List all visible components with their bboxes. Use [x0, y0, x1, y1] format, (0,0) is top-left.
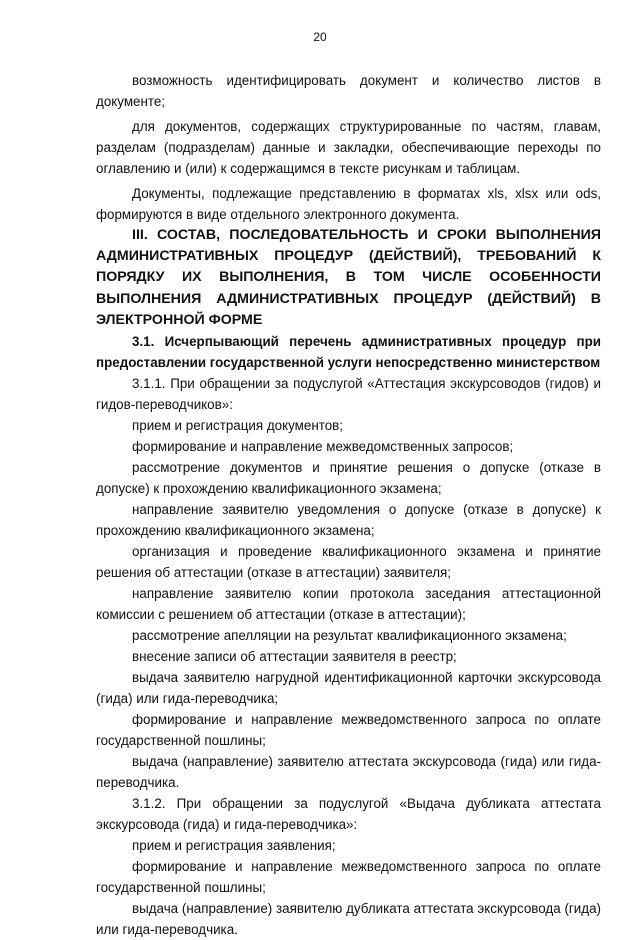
paragraph: Документы, подлежащие представлению в форматах xls, xlsx или ods, формируются в виде отдельного электронного документа. [96, 186, 601, 222]
paragraph: возможность идентифицировать документ и количество листов в документе; [96, 73, 601, 109]
procedure-list-1 [96, 415, 601, 793]
procedure-list-2 [96, 835, 601, 940]
list-item: выдача (направление) заявителю аттестата экскурсовода (гида) или гида-переводчика. [96, 754, 601, 791]
list-item: внесение записи об аттестации заявителя в реестр; [132, 649, 457, 665]
list-item: выдача заявителю нагрудной идентификационной карточки экскурсовода (гида) или гида-переводчика; [96, 670, 601, 707]
subsection-heading: 3.1. Исчерпывающий перечень административных процедур при предоставлении государственной услуги непосредственно министерством [96, 334, 601, 371]
list-item: прием и регистрация заявления; [132, 838, 336, 854]
page-content [96, 70, 601, 940]
list-item: формирование и направление межведомственного запроса по оплате государственной пошлины; [96, 859, 601, 896]
list-item: формирование и направление межведомственных запросов; [132, 439, 514, 455]
list-item: рассмотрение документов и принятие решения о допуске (отказе в допуске) к прохождению квалификационного экзамена; [96, 460, 601, 497]
list-item: выдача (направление) заявителю дубликата аттестата экскурсовода (гида) или гида-переводчика. [96, 901, 601, 938]
section-heading: III. СОСТАВ, ПОСЛЕДОВАТЕЛЬНОСТЬ И СРОКИ ВЫПОЛНЕНИЯ АДМИНИСТРАТИВНЫХ ПРОЦЕДУР (ДЕЙСТВИЙ), ТРЕБОВАНИЙ К ПОРЯДКУ ИХ ВЫПОЛНЕНИЯ, В ТОМ ЧИСЛЕ ОСОБЕННОСТИ ВЫПОЛНЕНИЯ АДМИНИСТРАТИВНЫХ ПРОЦЕДУР (ДЕЙСТВИЙ) В ЭЛЕКТРОННОЙ ФОРМЕ [96, 227, 601, 328]
list-item: организация и проведение квалификационного экзамена и принятие решения об аттестации (отказе в аттестации) заявителя; [96, 544, 601, 581]
list-item: направление заявителю копии протокола заседания аттестационной комиссии с решением об аттестации (отказе в аттестации); [96, 586, 601, 623]
paragraph: для документов, содержащих структурированные по частям, главам, разделам (подразделам) данные и закладки, обеспечивающие переходы по оглавлению и (или) к содержащимся в тексте рисункам и таблицам. [96, 119, 601, 176]
list-item: прием и регистрация документов; [132, 418, 343, 434]
list-item: формирование и направление межведомственного запроса по оплате государственной пошлины; [96, 712, 601, 749]
page-number: 20 [313, 30, 327, 44]
clause-3-1-1: 3.1.1. При обращении за подуслугой «Аттестация экскурсоводов (гидов) и гидов-переводчиков»: [96, 376, 601, 413]
list-item: направление заявителю уведомления о допуске (отказе в допуске) к прохождению квалификационного экзамена; [96, 502, 601, 539]
clause-3-1-2: 3.1.2. При обращении за подуслугой «Выдача дубликата аттестата экскурсовода (гида) и гида-переводчика»: [96, 796, 601, 833]
list-item: рассмотрение апелляции на результат квалификационного экзамена; [132, 628, 567, 644]
